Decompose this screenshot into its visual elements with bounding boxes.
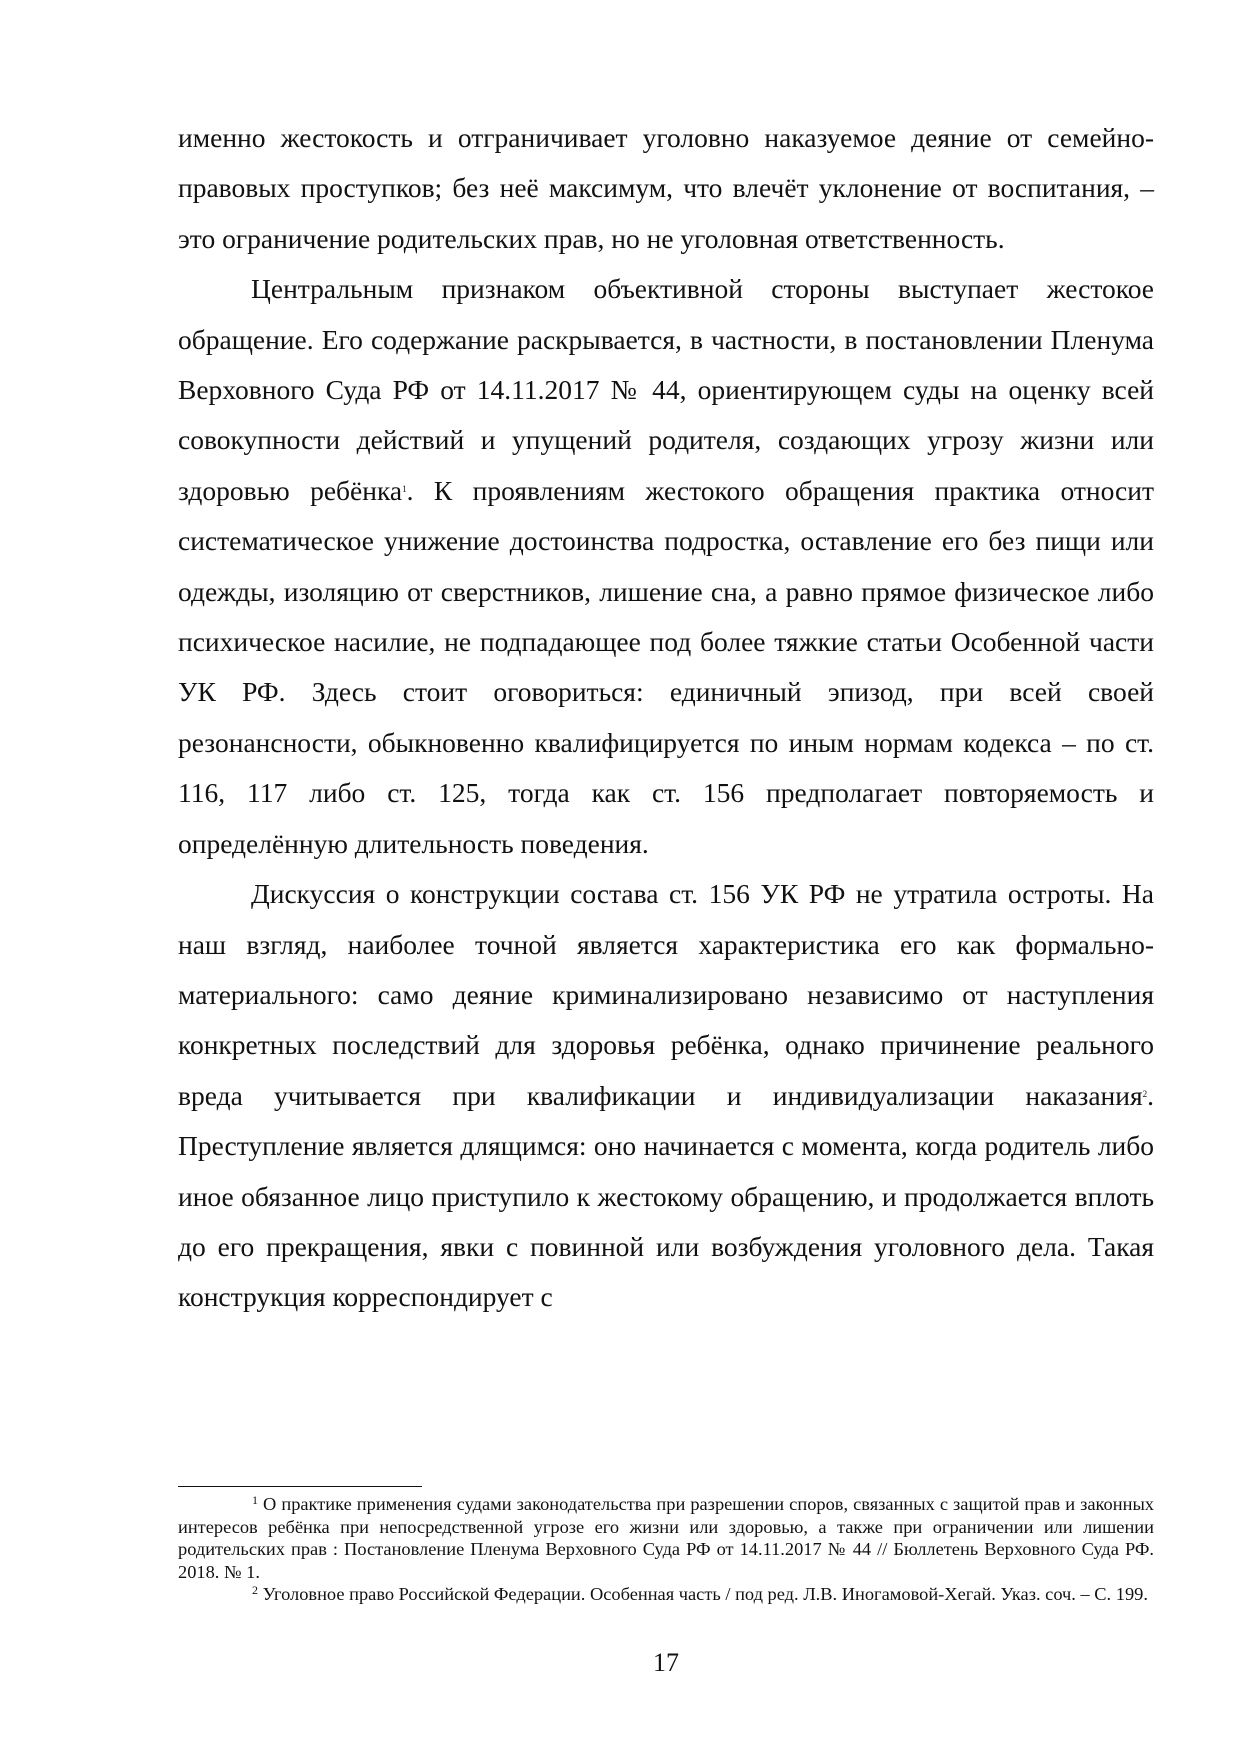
footnote-2 <box>178 1583 1154 1606</box>
paragraph-1 <box>178 113 1154 264</box>
paragraph-3 <box>178 869 1154 1323</box>
footnote-ref-1[interactable]: 1 <box>402 483 407 494</box>
footnote-2-mark: 2 <box>252 1583 258 1597</box>
footnote-1-mark: 1 <box>252 1493 258 1507</box>
footnote-2-text: Уголовное право Российской Федерации. Особенная часть / под ред. Л.В. Иногамовой-Хегай. Указ. соч. – С. 199. <box>258 1584 1148 1604</box>
footnote-separator <box>178 1486 422 1487</box>
footnote-1 <box>178 1493 1154 1583</box>
footnotes <box>178 1493 1154 1606</box>
paragraph-2 <box>178 264 1154 869</box>
paragraph-3-text-b: . Преступление является длящимся: оно начинается с момента, когда родитель либо иное обязанное лицо приступило к жестокому обращению, и продолжается вплоть до его прекращения, явки с повинной или возбуждения уголовного дела. Такая конструкция корреспондирует с <box>178 1079 1154 1313</box>
main-text <box>178 113 1154 1323</box>
page-number: 17 <box>653 1648 679 1677</box>
paragraph-3-text-a: Дискуссия о конструкции состава ст. 156 УК РФ не утратила остроты. На наш взгляд, наиболее точной является характеристика его как формально-материального: само деяние криминализировано независимо от наступления конкретных последствий для здоровья ребёнка, однако причинение реального вреда учитывается при квалификации и индивидуализации наказания <box>178 878 1154 1111</box>
footnote-1-text: О практике применения судами законодательства при разрешении споров, связанных с защитой прав и законных интересов ребёнка при непосредственной угрозе его жизни или здоровью, а также при ограничении или лишении родительских прав : Постановление Пленума Верховного Суда РФ от 14.11.2017 № 44 // Бюллетень Верховного Суда РФ. 2018. № 1. <box>178 1494 1154 1582</box>
paragraph-1-text: именно жестокость и отграничивает уголовно наказуемое деяние от семейно-правовых проступков; без неё максимум, что влечёт уклонение от воспитания, – это ограничение родительских прав, но не уголовная ответственность. <box>178 122 1154 254</box>
paragraph-2-text-b: . К проявлениям жестокого обращения практика относит систематическое унижение достоинства подростка, оставление его без пищи или одежды, изоляцию от сверстников, лишение сна, а равно прямое физическое либо психическое насилие, не подпадающее под более тяжкие статьи Особенной части УК РФ. Здесь стоит оговориться: единичный эпизод, при всей своей резонансности, обыкновенно квалифицируется по иным нормам кодекса – по ст. 116, 117 либо ст. 125, тогда как ст. 156 предполагает повторяемость и определённую длительность поведения. <box>178 474 1155 859</box>
footnote-ref-2[interactable]: 2 <box>1142 1088 1148 1099</box>
paragraph-2-text-a: Центральным признаком объективной стороны выступает жестокое обращение. Его содержание раскрывается, в частности, в постановлении Пленума Верховного Суда РФ от 14.11.2017 № 44, ориентирующем суды на оценку всей совокупности действий и упущений родителя, создающих угрозу жизни или здоровью ребёнка <box>178 273 1154 506</box>
